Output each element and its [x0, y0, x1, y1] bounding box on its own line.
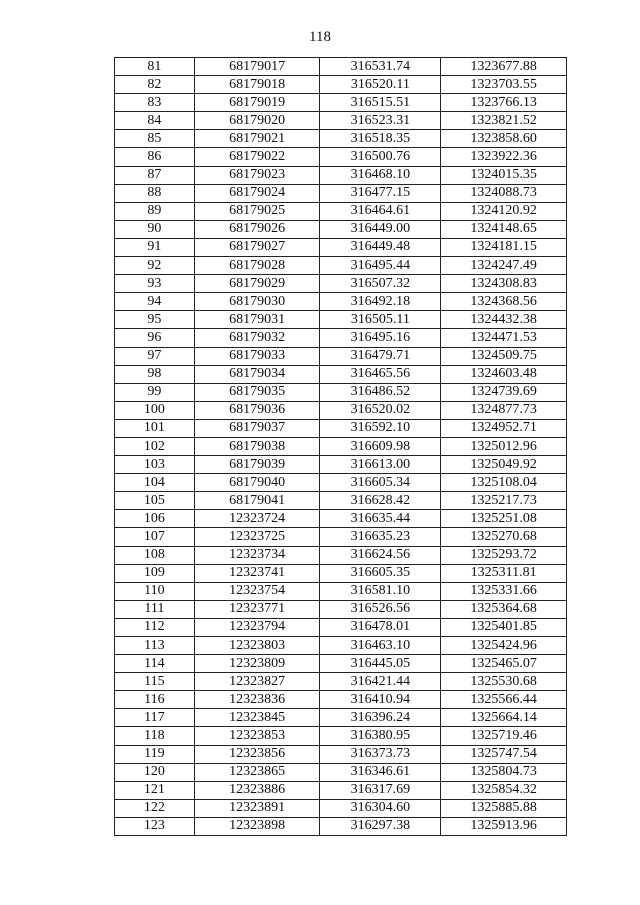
- point-id-cell: 12323725: [194, 528, 320, 546]
- point-number-cell: 121: [115, 781, 195, 799]
- y-coordinate-cell: 1324148.65: [441, 220, 567, 238]
- y-coordinate-cell: 1324952.71: [441, 419, 567, 437]
- x-coordinate-cell: 316609.98: [320, 437, 441, 455]
- x-coordinate-cell: 316635.44: [320, 510, 441, 528]
- y-coordinate-cell: 1324088.73: [441, 184, 567, 202]
- point-number-cell: 86: [115, 148, 195, 166]
- point-number-cell: 111: [115, 600, 195, 618]
- point-id-cell: 68179036: [194, 401, 320, 419]
- point-number-cell: 84: [115, 112, 195, 130]
- x-coordinate-cell: 316396.24: [320, 709, 441, 727]
- y-coordinate-cell: 1325108.04: [441, 474, 567, 492]
- y-coordinate-cell: 1324739.69: [441, 383, 567, 401]
- table-row: [115, 419, 567, 437]
- point-number-cell: 92: [115, 257, 195, 275]
- y-coordinate-cell: 1325311.81: [441, 564, 567, 582]
- x-coordinate-cell: 316526.56: [320, 600, 441, 618]
- x-coordinate-cell: 316421.44: [320, 673, 441, 691]
- table-row: [115, 383, 567, 401]
- x-coordinate-cell: 316495.44: [320, 257, 441, 275]
- x-coordinate-cell: 316380.95: [320, 727, 441, 745]
- point-number-cell: 98: [115, 365, 195, 383]
- page-number: 118: [309, 29, 331, 45]
- point-number-cell: 103: [115, 456, 195, 474]
- point-id-cell: 68179034: [194, 365, 320, 383]
- table-row: [115, 582, 567, 600]
- table-row: [115, 58, 567, 76]
- x-coordinate-cell: 316624.56: [320, 546, 441, 564]
- x-coordinate-cell: 316373.73: [320, 745, 441, 763]
- point-id-cell: 68179035: [194, 383, 320, 401]
- point-number-cell: 123: [115, 817, 195, 835]
- table-row: [115, 275, 567, 293]
- x-coordinate-cell: 316581.10: [320, 582, 441, 600]
- x-coordinate-cell: 316523.31: [320, 112, 441, 130]
- point-id-cell: 68179037: [194, 419, 320, 437]
- coordinates-table-body: [115, 58, 567, 836]
- y-coordinate-cell: 1325530.68: [441, 673, 567, 691]
- point-id-cell: 68179018: [194, 76, 320, 94]
- point-number-cell: 91: [115, 238, 195, 256]
- table-row: [115, 600, 567, 618]
- y-coordinate-cell: 1325293.72: [441, 546, 567, 564]
- point-number-cell: 106: [115, 510, 195, 528]
- y-coordinate-cell: 1323858.60: [441, 130, 567, 148]
- table-row: [115, 763, 567, 781]
- y-coordinate-cell: 1324432.38: [441, 311, 567, 329]
- point-id-cell: 68179022: [194, 148, 320, 166]
- table-row: [115, 709, 567, 727]
- point-id-cell: 12323836: [194, 691, 320, 709]
- point-number-cell: 108: [115, 546, 195, 564]
- x-coordinate-cell: 316410.94: [320, 691, 441, 709]
- point-id-cell: 12323853: [194, 727, 320, 745]
- point-number-cell: 102: [115, 437, 195, 455]
- y-coordinate-cell: 1323766.13: [441, 94, 567, 112]
- point-id-cell: 68179028: [194, 257, 320, 275]
- y-coordinate-cell: 1325364.68: [441, 600, 567, 618]
- point-id-cell: 68179029: [194, 275, 320, 293]
- point-id-cell: 12323794: [194, 618, 320, 636]
- point-number-cell: 117: [115, 709, 195, 727]
- point-id-cell: 68179041: [194, 492, 320, 510]
- point-number-cell: 122: [115, 799, 195, 817]
- x-coordinate-cell: 316297.38: [320, 817, 441, 835]
- y-coordinate-cell: 1325217.73: [441, 492, 567, 510]
- table-row: [115, 365, 567, 383]
- point-number-cell: 81: [115, 58, 195, 76]
- y-coordinate-cell: 1325401.85: [441, 618, 567, 636]
- x-coordinate-cell: 316477.15: [320, 184, 441, 202]
- table-row: [115, 257, 567, 275]
- table-row: [115, 202, 567, 220]
- x-coordinate-cell: 316605.35: [320, 564, 441, 582]
- table-row: [115, 166, 567, 184]
- x-coordinate-cell: 316520.02: [320, 401, 441, 419]
- point-number-cell: 109: [115, 564, 195, 582]
- table-row: [115, 528, 567, 546]
- point-id-cell: 68179024: [194, 184, 320, 202]
- y-coordinate-cell: 1325664.14: [441, 709, 567, 727]
- y-coordinate-cell: 1324015.35: [441, 166, 567, 184]
- y-coordinate-cell: 1324877.73: [441, 401, 567, 419]
- table-row: [115, 130, 567, 148]
- point-id-cell: 12323803: [194, 637, 320, 655]
- point-number-cell: 96: [115, 329, 195, 347]
- point-id-cell: 68179017: [194, 58, 320, 76]
- point-number-cell: 100: [115, 401, 195, 419]
- table-row: [115, 799, 567, 817]
- table-row: [115, 347, 567, 365]
- table-row: [115, 437, 567, 455]
- x-coordinate-cell: 316449.00: [320, 220, 441, 238]
- y-coordinate-cell: 1324509.75: [441, 347, 567, 365]
- table-row: [115, 817, 567, 835]
- x-coordinate-cell: 316463.10: [320, 637, 441, 655]
- point-id-cell: 68179023: [194, 166, 320, 184]
- point-number-cell: 110: [115, 582, 195, 600]
- y-coordinate-cell: 1323703.55: [441, 76, 567, 94]
- point-number-cell: 114: [115, 655, 195, 673]
- y-coordinate-cell: 1325049.92: [441, 456, 567, 474]
- y-coordinate-cell: 1325804.73: [441, 763, 567, 781]
- y-coordinate-cell: 1324181.15: [441, 238, 567, 256]
- y-coordinate-cell: 1324308.83: [441, 275, 567, 293]
- x-coordinate-cell: 316628.42: [320, 492, 441, 510]
- point-number-cell: 104: [115, 474, 195, 492]
- point-number-cell: 105: [115, 492, 195, 510]
- y-coordinate-cell: 1325566.44: [441, 691, 567, 709]
- y-coordinate-cell: 1325885.88: [441, 799, 567, 817]
- table-row: [115, 655, 567, 673]
- table-row: [115, 691, 567, 709]
- point-id-cell: 12323827: [194, 673, 320, 691]
- table-row: [115, 94, 567, 112]
- point-number-cell: 113: [115, 637, 195, 655]
- table-row: [115, 456, 567, 474]
- point-number-cell: 101: [115, 419, 195, 437]
- table-row: [115, 311, 567, 329]
- x-coordinate-cell: 316304.60: [320, 799, 441, 817]
- x-coordinate-cell: 316605.34: [320, 474, 441, 492]
- table-row: [115, 238, 567, 256]
- y-coordinate-cell: 1324603.48: [441, 365, 567, 383]
- point-number-cell: 119: [115, 745, 195, 763]
- x-coordinate-cell: 316486.52: [320, 383, 441, 401]
- x-coordinate-cell: 316445.05: [320, 655, 441, 673]
- point-id-cell: 12323898: [194, 817, 320, 835]
- y-coordinate-cell: 1325251.08: [441, 510, 567, 528]
- table-row: [115, 148, 567, 166]
- x-coordinate-cell: 316505.11: [320, 311, 441, 329]
- table-row: [115, 112, 567, 130]
- point-id-cell: 12323865: [194, 763, 320, 781]
- point-id-cell: 68179032: [194, 329, 320, 347]
- y-coordinate-cell: 1324120.92: [441, 202, 567, 220]
- point-number-cell: 116: [115, 691, 195, 709]
- point-number-cell: 85: [115, 130, 195, 148]
- point-number-cell: 95: [115, 311, 195, 329]
- y-coordinate-cell: 1323677.88: [441, 58, 567, 76]
- point-number-cell: 89: [115, 202, 195, 220]
- table-row: [115, 781, 567, 799]
- point-number-cell: 94: [115, 293, 195, 311]
- point-id-cell: 12323845: [194, 709, 320, 727]
- point-id-cell: 12323809: [194, 655, 320, 673]
- table-row: [115, 546, 567, 564]
- x-coordinate-cell: 316531.74: [320, 58, 441, 76]
- x-coordinate-cell: 316465.56: [320, 365, 441, 383]
- y-coordinate-cell: 1325424.96: [441, 637, 567, 655]
- y-coordinate-cell: 1325747.54: [441, 745, 567, 763]
- table-row: [115, 673, 567, 691]
- y-coordinate-cell: 1324471.53: [441, 329, 567, 347]
- coordinates-table: [114, 57, 567, 836]
- table-row: [115, 564, 567, 582]
- table-row: [115, 745, 567, 763]
- point-id-cell: 12323856: [194, 745, 320, 763]
- table-row: [115, 492, 567, 510]
- point-id-cell: 68179040: [194, 474, 320, 492]
- point-id-cell: 12323724: [194, 510, 320, 528]
- point-number-cell: 107: [115, 528, 195, 546]
- x-coordinate-cell: 316520.11: [320, 76, 441, 94]
- table-row: [115, 401, 567, 419]
- x-coordinate-cell: 316518.35: [320, 130, 441, 148]
- x-coordinate-cell: 316495.16: [320, 329, 441, 347]
- point-id-cell: 12323741: [194, 564, 320, 582]
- point-id-cell: 12323886: [194, 781, 320, 799]
- y-coordinate-cell: 1325270.68: [441, 528, 567, 546]
- table-row: [115, 727, 567, 745]
- y-coordinate-cell: 1325465.07: [441, 655, 567, 673]
- table-row: [115, 184, 567, 202]
- y-coordinate-cell: 1323922.36: [441, 148, 567, 166]
- point-number-cell: 115: [115, 673, 195, 691]
- x-coordinate-cell: 316515.51: [320, 94, 441, 112]
- point-number-cell: 97: [115, 347, 195, 365]
- point-id-cell: 68179019: [194, 94, 320, 112]
- y-coordinate-cell: 1324368.56: [441, 293, 567, 311]
- point-id-cell: 68179026: [194, 220, 320, 238]
- point-number-cell: 82: [115, 76, 195, 94]
- table-row: [115, 220, 567, 238]
- x-coordinate-cell: 316468.10: [320, 166, 441, 184]
- point-number-cell: 118: [115, 727, 195, 745]
- point-number-cell: 112: [115, 618, 195, 636]
- y-coordinate-cell: 1325913.96: [441, 817, 567, 835]
- point-id-cell: 68179025: [194, 202, 320, 220]
- point-number-cell: 87: [115, 166, 195, 184]
- point-id-cell: 68179039: [194, 456, 320, 474]
- x-coordinate-cell: 316464.61: [320, 202, 441, 220]
- point-id-cell: 12323754: [194, 582, 320, 600]
- table-row: [115, 637, 567, 655]
- point-number-cell: 88: [115, 184, 195, 202]
- y-coordinate-cell: 1325854.32: [441, 781, 567, 799]
- x-coordinate-cell: 316507.32: [320, 275, 441, 293]
- point-number-cell: 120: [115, 763, 195, 781]
- y-coordinate-cell: 1325719.46: [441, 727, 567, 745]
- point-number-cell: 90: [115, 220, 195, 238]
- point-id-cell: 68179038: [194, 437, 320, 455]
- point-number-cell: 93: [115, 275, 195, 293]
- point-id-cell: 68179027: [194, 238, 320, 256]
- point-id-cell: 12323891: [194, 799, 320, 817]
- x-coordinate-cell: 316613.00: [320, 456, 441, 474]
- point-id-cell: 68179020: [194, 112, 320, 130]
- point-id-cell: 12323771: [194, 600, 320, 618]
- point-id-cell: 68179021: [194, 130, 320, 148]
- x-coordinate-cell: 316635.23: [320, 528, 441, 546]
- x-coordinate-cell: 316592.10: [320, 419, 441, 437]
- x-coordinate-cell: 316500.76: [320, 148, 441, 166]
- point-number-cell: 99: [115, 383, 195, 401]
- y-coordinate-cell: 1324247.49: [441, 257, 567, 275]
- x-coordinate-cell: 316449.48: [320, 238, 441, 256]
- table-row: [115, 329, 567, 347]
- x-coordinate-cell: 316492.18: [320, 293, 441, 311]
- point-id-cell: 68179030: [194, 293, 320, 311]
- table-row: [115, 618, 567, 636]
- point-id-cell: 68179033: [194, 347, 320, 365]
- x-coordinate-cell: 316478.01: [320, 618, 441, 636]
- point-number-cell: 83: [115, 94, 195, 112]
- y-coordinate-cell: 1325331.66: [441, 582, 567, 600]
- y-coordinate-cell: 1325012.96: [441, 437, 567, 455]
- x-coordinate-cell: 316479.71: [320, 347, 441, 365]
- x-coordinate-cell: 316317.69: [320, 781, 441, 799]
- x-coordinate-cell: 316346.61: [320, 763, 441, 781]
- table-row: [115, 76, 567, 94]
- table-row: [115, 293, 567, 311]
- point-id-cell: 12323734: [194, 546, 320, 564]
- point-id-cell: 68179031: [194, 311, 320, 329]
- y-coordinate-cell: 1323821.52: [441, 112, 567, 130]
- table-row: [115, 474, 567, 492]
- table-row: [115, 510, 567, 528]
